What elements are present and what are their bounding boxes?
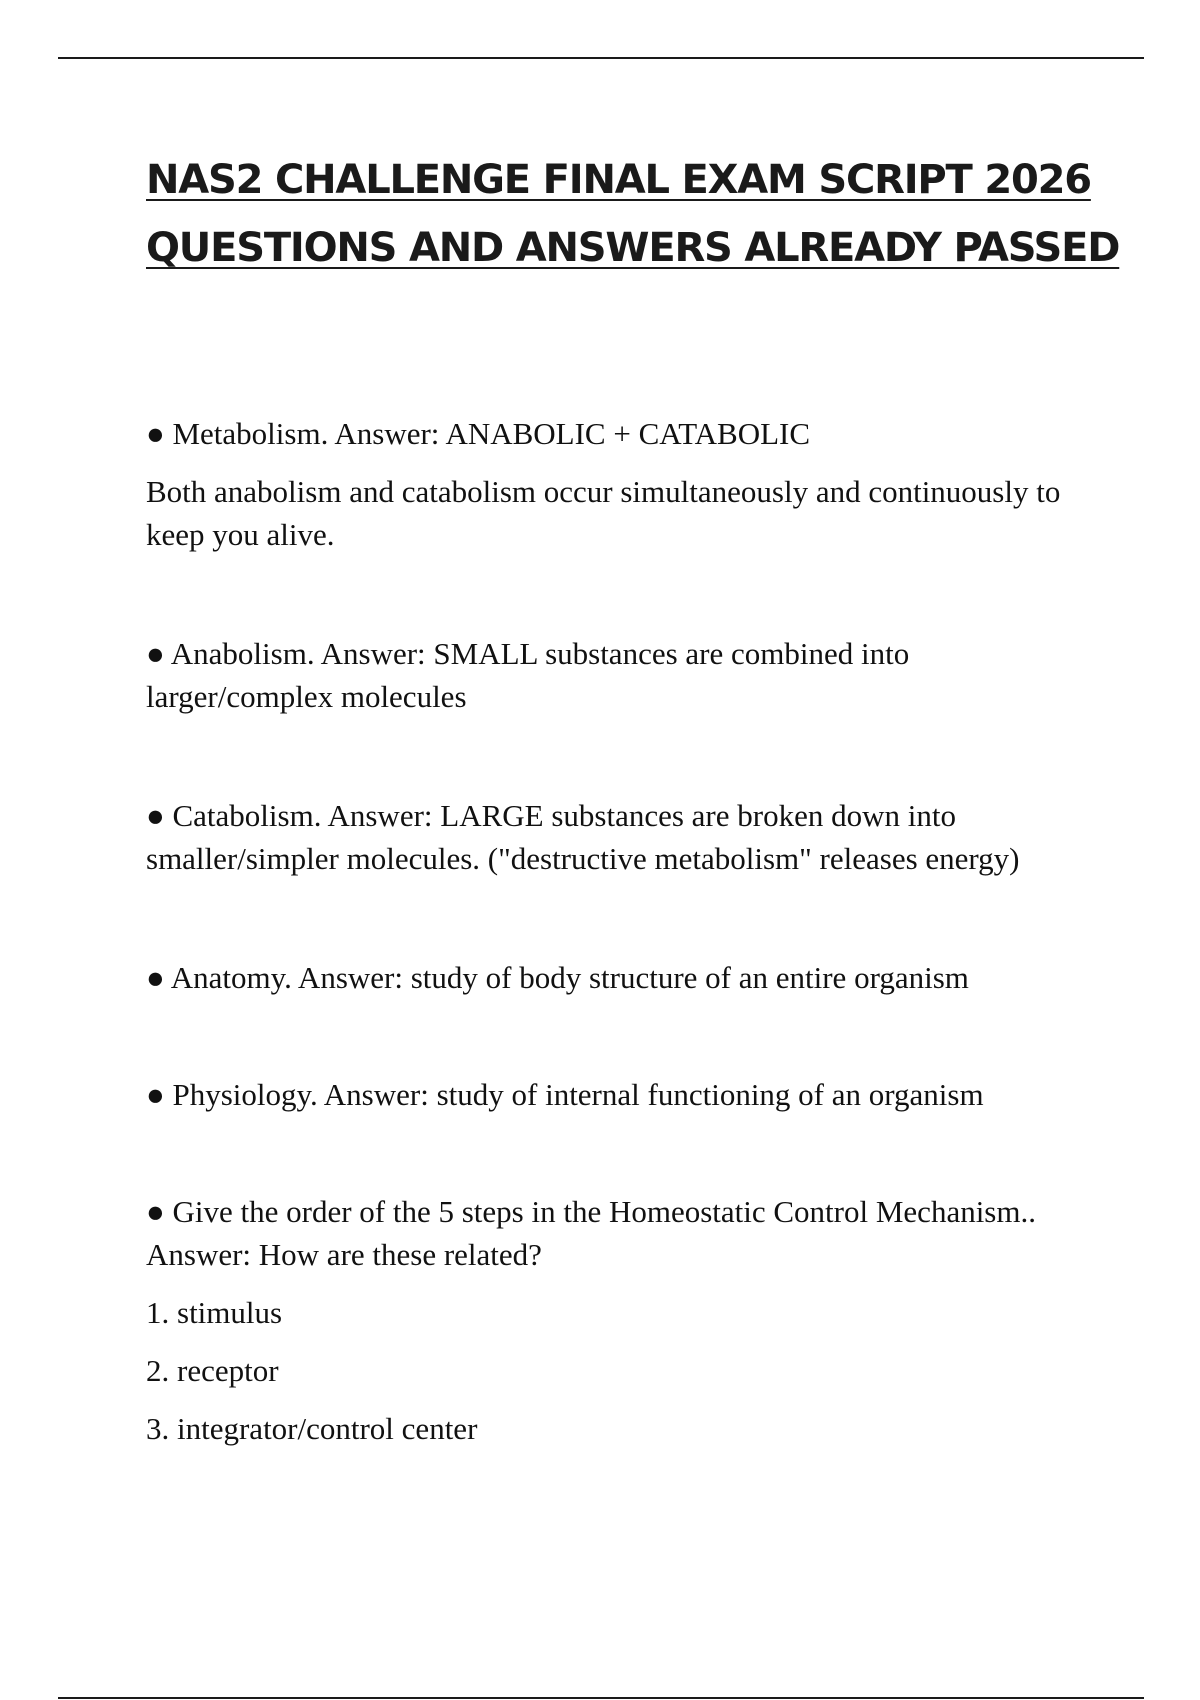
item-text: Give the order of the 5 steps in the Homeostatic Control Mechanism.. Answer: How are these related? bbox=[146, 1194, 1036, 1272]
top-divider bbox=[58, 57, 1144, 59]
step-item: 2. receptor bbox=[146, 1353, 279, 1388]
bullet-icon: ● bbox=[146, 798, 165, 833]
item-text: Anatomy. Answer: study of body structure of an entire organism bbox=[170, 960, 969, 995]
list-item-metabolism bbox=[146, 412, 1086, 455]
list-item-physiology bbox=[146, 1073, 1086, 1116]
bullet-icon: ● bbox=[146, 960, 165, 995]
bullet-icon: ● bbox=[146, 636, 165, 671]
list-item-catabolism bbox=[146, 794, 1086, 880]
list-item-anabolism bbox=[146, 632, 1086, 718]
item-text: Catabolism. Answer: LARGE substances are broken down into smaller/simpler molecules. ("destructive metabolism" releases energy) bbox=[146, 798, 1020, 876]
step-item: 3. integrator/control center bbox=[146, 1411, 478, 1446]
item-text: Anabolism. Answer: SMALL substances are combined into larger/complex molecules bbox=[146, 636, 910, 714]
item-text: Metabolism. Answer: ANABOLIC + CATABOLIC bbox=[172, 416, 811, 451]
title-line-1: NAS2 CHALLENGE FINAL EXAM SCRIPT 2026 bbox=[146, 157, 1091, 203]
list-item-anatomy bbox=[146, 956, 1086, 999]
list-item-homeostatic bbox=[146, 1190, 1086, 1276]
item-detail: Both anabolism and catabolism occur simultaneously and continuously to keep you alive. bbox=[146, 474, 1061, 552]
qa-list bbox=[146, 412, 1086, 1450]
page-title bbox=[146, 146, 1120, 282]
bullet-icon: ● bbox=[146, 416, 165, 451]
item-text: Physiology. Answer: study of internal functioning of an organism bbox=[172, 1077, 984, 1112]
bottom-divider bbox=[58, 1697, 1144, 1699]
bullet-icon: ● bbox=[146, 1077, 165, 1112]
title-line-2: QUESTIONS AND ANSWERS ALREADY PASSED bbox=[146, 225, 1120, 271]
step-item: 1. stimulus bbox=[146, 1295, 283, 1330]
bullet-icon: ● bbox=[146, 1194, 165, 1229]
